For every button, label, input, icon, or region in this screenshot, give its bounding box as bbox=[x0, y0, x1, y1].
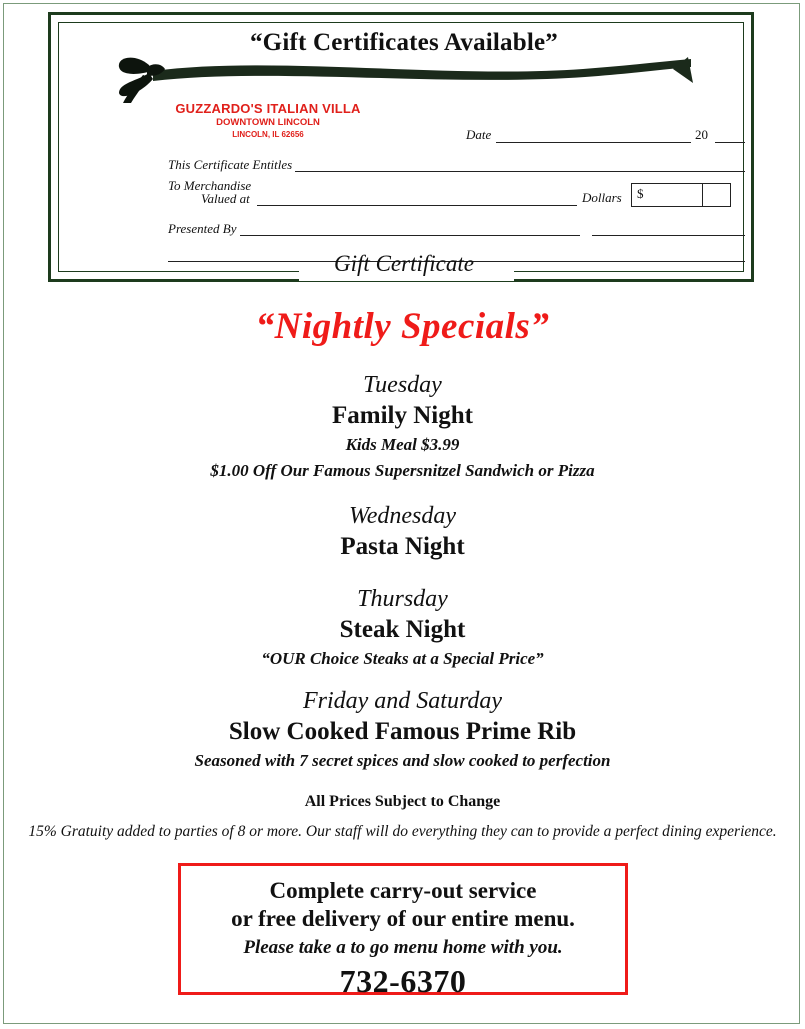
special-sub-2: $1.00 Off Our Famous Supersnitzel Sandwich or Pizza bbox=[210, 460, 595, 480]
valued-line[interactable] bbox=[257, 205, 577, 206]
special-thursday bbox=[0, 587, 805, 671]
dollar-sign: $ bbox=[637, 186, 644, 201]
special-headline: Steak Night bbox=[339, 615, 466, 643]
merchandise-label: To Merchandise bbox=[168, 178, 252, 193]
gratuity-notice: 15% Gratuity added to parties of 8 or more. Our staff will do everything they can to provide a perfect dining experience. bbox=[28, 823, 777, 840]
special-day: Tuesday bbox=[363, 372, 442, 398]
special-sub-1: Seasoned with 7 secret spices and slow cooked to perfection bbox=[194, 750, 611, 770]
carryout-box bbox=[178, 863, 628, 1000]
nightly-specials-heading: “Nightly Specials” bbox=[255, 306, 550, 347]
brand-name: GUZZARDO'S ITALIAN VILLA bbox=[175, 101, 361, 116]
dollars-label: Dollars bbox=[582, 190, 622, 205]
special-sub-1: Kids Meal $3.99 bbox=[345, 434, 460, 454]
special-friday-saturday bbox=[0, 689, 805, 773]
year-prefix: 20 bbox=[695, 127, 708, 142]
special-tuesday bbox=[0, 373, 805, 483]
entitles-line[interactable] bbox=[295, 171, 745, 172]
entitles-label: This Certificate Entitles bbox=[168, 157, 293, 172]
special-wednesday bbox=[0, 504, 805, 562]
gift-certificate-title: “Gift Certificates Available” bbox=[249, 29, 559, 56]
valued-label: Valued at bbox=[201, 191, 250, 206]
carryout-line-3: Please take a to go menu home with you. bbox=[243, 937, 563, 959]
cents-divider bbox=[702, 184, 703, 206]
phone-number[interactable]: 732-6370 bbox=[339, 963, 467, 1000]
date-label: Date bbox=[466, 127, 492, 142]
carryout-line-1: Complete carry-out service bbox=[269, 878, 537, 903]
special-headline: Family Night bbox=[332, 401, 473, 429]
special-sub-1: “OUR Choice Steaks at a Special Price” bbox=[261, 648, 544, 668]
date-line[interactable] bbox=[496, 142, 691, 143]
special-day: Friday and Saturday bbox=[302, 688, 503, 714]
brand-block bbox=[148, 101, 388, 139]
brand-city: DOWNTOWN LINCOLN bbox=[216, 117, 320, 128]
special-headline: Pasta Night bbox=[340, 532, 465, 560]
amount-box[interactable] bbox=[631, 183, 731, 207]
gift-certificate-footer: Gift Certificate bbox=[334, 251, 474, 276]
special-headline: Slow Cooked Famous Prime Rib bbox=[228, 717, 577, 745]
presented-line[interactable] bbox=[240, 235, 580, 236]
special-day: Wednesday bbox=[348, 503, 457, 529]
carryout-line-2: or free delivery of our entire menu. bbox=[231, 906, 575, 932]
year-line[interactable] bbox=[715, 142, 745, 143]
price-change-notice: All Prices Subject to Change bbox=[304, 793, 501, 810]
brand-address: LINCOLN, IL 62656 bbox=[232, 130, 304, 139]
presented-label: Presented By bbox=[168, 221, 237, 236]
signature-line[interactable] bbox=[592, 235, 745, 236]
special-day: Thursday bbox=[357, 586, 448, 612]
gift-certificate-card bbox=[48, 12, 754, 282]
